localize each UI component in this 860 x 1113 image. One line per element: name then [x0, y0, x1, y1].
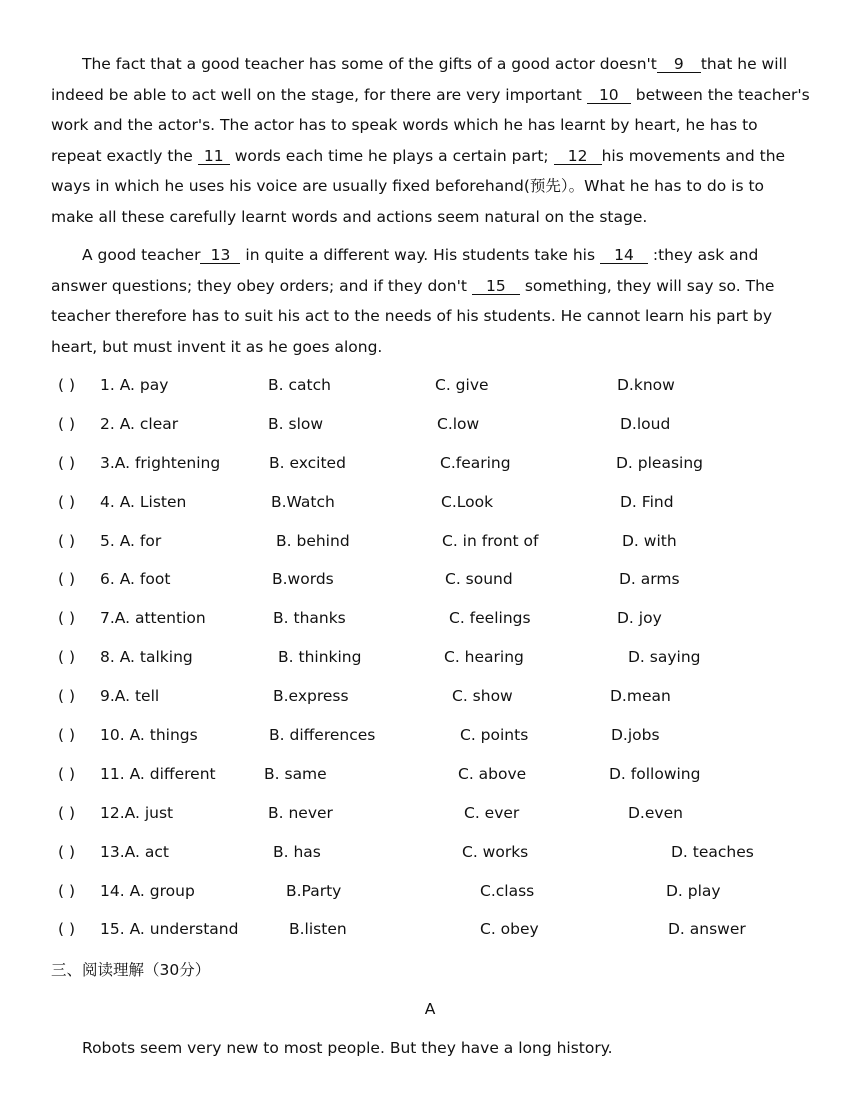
- passage-text: words each time he plays a certain part;: [229, 146, 554, 165]
- passage-text: something, they will say so. The teacher therefore has to suit his act to the needs of his students. He cannot learn his part by heart, but must invent it as he goes along.: [51, 276, 775, 356]
- option-c: C. ever: [464, 803, 520, 822]
- option-c: C.Look: [441, 492, 494, 511]
- answer-bracket: ( ): [58, 648, 76, 667]
- option-a: 12.A. just: [100, 803, 174, 822]
- option-a: 11. A. different: [100, 764, 216, 783]
- answer-bracket: ( ): [58, 920, 76, 939]
- passage-paragraph-2: [51, 240, 811, 362]
- option-d: D. answer: [668, 920, 746, 939]
- option-b: B.listen: [289, 920, 347, 939]
- passage-text: his movements and the ways in which he uses his voice are usually fixed beforehand(预先）。What he has to do is to make all these carefully learnt words and actions seem natural on the stage.: [51, 146, 786, 226]
- question-row: [0, 448, 860, 487]
- question-row: [0, 370, 860, 409]
- option-c: C. hearing: [444, 648, 524, 667]
- option-b: B. behind: [276, 531, 350, 550]
- answer-bracket: ( ): [58, 687, 76, 706]
- option-c: C. sound: [445, 570, 513, 589]
- option-a: 7.A. attention: [100, 609, 206, 628]
- option-b: B. same: [264, 764, 327, 783]
- answer-bracket: ( ): [58, 609, 76, 628]
- option-c: C. in front of: [442, 531, 539, 550]
- question-row: [0, 876, 860, 915]
- option-a: 2. A. clear: [100, 414, 179, 433]
- question-row: [0, 526, 860, 565]
- subsection-letter: A: [424, 1000, 436, 1018]
- option-a: 9.A. tell: [100, 687, 160, 706]
- question-row: [0, 681, 860, 720]
- option-d: D. arms: [619, 570, 680, 589]
- option-a: 4. A. Listen: [100, 492, 187, 511]
- passage-text: between the teacher's work and the actor's. The actor has to speak words which he has learnt by heart, he has to repeat exactly the: [51, 85, 810, 165]
- answer-bracket: ( ): [58, 570, 76, 589]
- option-d: D. with: [622, 531, 677, 550]
- answer-bracket: ( ): [58, 842, 76, 861]
- option-c: C. above: [458, 764, 527, 783]
- option-a: 3.A. frightening: [100, 453, 221, 472]
- option-d: D.know: [617, 376, 675, 394]
- option-d: D. joy: [617, 609, 662, 628]
- option-d: D. Find: [620, 492, 674, 511]
- option-a: 6. A. foot: [100, 570, 171, 589]
- answer-bracket: ( ): [58, 414, 76, 433]
- question-row: [0, 564, 860, 603]
- option-a: 5. A. for: [100, 531, 162, 550]
- option-d: D.even: [628, 803, 683, 822]
- option-b: B. catch: [268, 376, 331, 394]
- answer-bracket: ( ): [58, 726, 76, 745]
- question-row: [0, 642, 860, 681]
- options-list: [0, 370, 860, 953]
- option-b: B. never: [268, 803, 333, 822]
- passage-text: in quite a different way. His students take his: [240, 246, 600, 264]
- answer-bracket: ( ): [58, 376, 76, 394]
- question-row: [0, 487, 860, 526]
- option-d: D. following: [609, 764, 701, 783]
- question-row: [0, 603, 860, 642]
- option-c: C.class: [480, 881, 535, 900]
- option-a: 14. A. group: [100, 881, 195, 900]
- passage-text: :they ask and answer questions; they obey orders; and if they don't: [51, 246, 759, 295]
- option-c: C.fearing: [440, 453, 511, 472]
- option-d: D. pleasing: [616, 453, 704, 472]
- question-row: [0, 759, 860, 798]
- passage-text: The fact that a good teacher has some of the gifts of a good actor doesn't: [82, 55, 657, 73]
- passage-paragraph-1: [51, 49, 811, 233]
- option-d: D. play: [666, 881, 721, 900]
- question-row: [0, 914, 860, 953]
- option-a: 8. A. talking: [100, 648, 193, 667]
- option-d: D. saying: [628, 648, 701, 667]
- question-row: [0, 798, 860, 837]
- answer-bracket: ( ): [58, 453, 76, 472]
- option-b: B. thanks: [273, 609, 346, 628]
- option-d: D.loud: [620, 414, 671, 433]
- blank-12: 12: [554, 148, 602, 165]
- option-c: C. obey: [480, 920, 539, 939]
- answer-bracket: ( ): [58, 803, 76, 822]
- option-d: D.jobs: [611, 726, 660, 745]
- blank-13: 13: [200, 247, 240, 264]
- option-a: 10. A. things: [100, 726, 198, 745]
- option-c: C. works: [462, 842, 529, 861]
- blank-9: 9: [657, 56, 701, 73]
- question-row: [0, 720, 860, 759]
- reading-intro: Robots seem very new to most people. But they have a long history.: [82, 1039, 613, 1057]
- option-a: 13.A. act: [100, 842, 169, 861]
- option-b: B. has: [273, 842, 321, 861]
- option-d: D. teaches: [671, 842, 754, 861]
- option-b: B.Party: [286, 881, 342, 900]
- answer-bracket: ( ): [58, 881, 76, 900]
- option-c: C. show: [452, 687, 513, 706]
- blank-11: 11: [198, 148, 230, 165]
- option-b: B. thinking: [278, 648, 362, 667]
- blank-10: 10: [587, 87, 631, 104]
- option-a: 15. A. understand: [100, 920, 239, 939]
- option-b: B. excited: [269, 453, 346, 472]
- option-b: B.express: [273, 687, 349, 706]
- option-b: B.words: [272, 570, 334, 589]
- option-b: B. differences: [269, 726, 376, 745]
- passage-text: that he will indeed be able to act well on the stage, for there are very important: [51, 55, 788, 104]
- section-heading: 三、阅读理解（30分）: [51, 961, 211, 979]
- option-b: B.Watch: [271, 492, 335, 511]
- answer-bracket: ( ): [58, 531, 76, 550]
- question-row: [0, 837, 860, 876]
- option-d: D.mean: [610, 687, 671, 706]
- option-c: C. feelings: [449, 609, 531, 628]
- option-b: B. slow: [268, 414, 324, 433]
- blank-15: 15: [472, 278, 520, 295]
- answer-bracket: ( ): [58, 764, 76, 783]
- question-row: [0, 409, 860, 448]
- blank-14: 14: [600, 247, 648, 264]
- option-c: C.low: [437, 414, 480, 433]
- option-a: 1. A. pay: [100, 376, 169, 394]
- passage-text: A good teacher: [82, 246, 201, 264]
- answer-bracket: ( ): [58, 492, 76, 511]
- option-c: C. points: [460, 726, 529, 745]
- option-c: C. give: [435, 376, 489, 394]
